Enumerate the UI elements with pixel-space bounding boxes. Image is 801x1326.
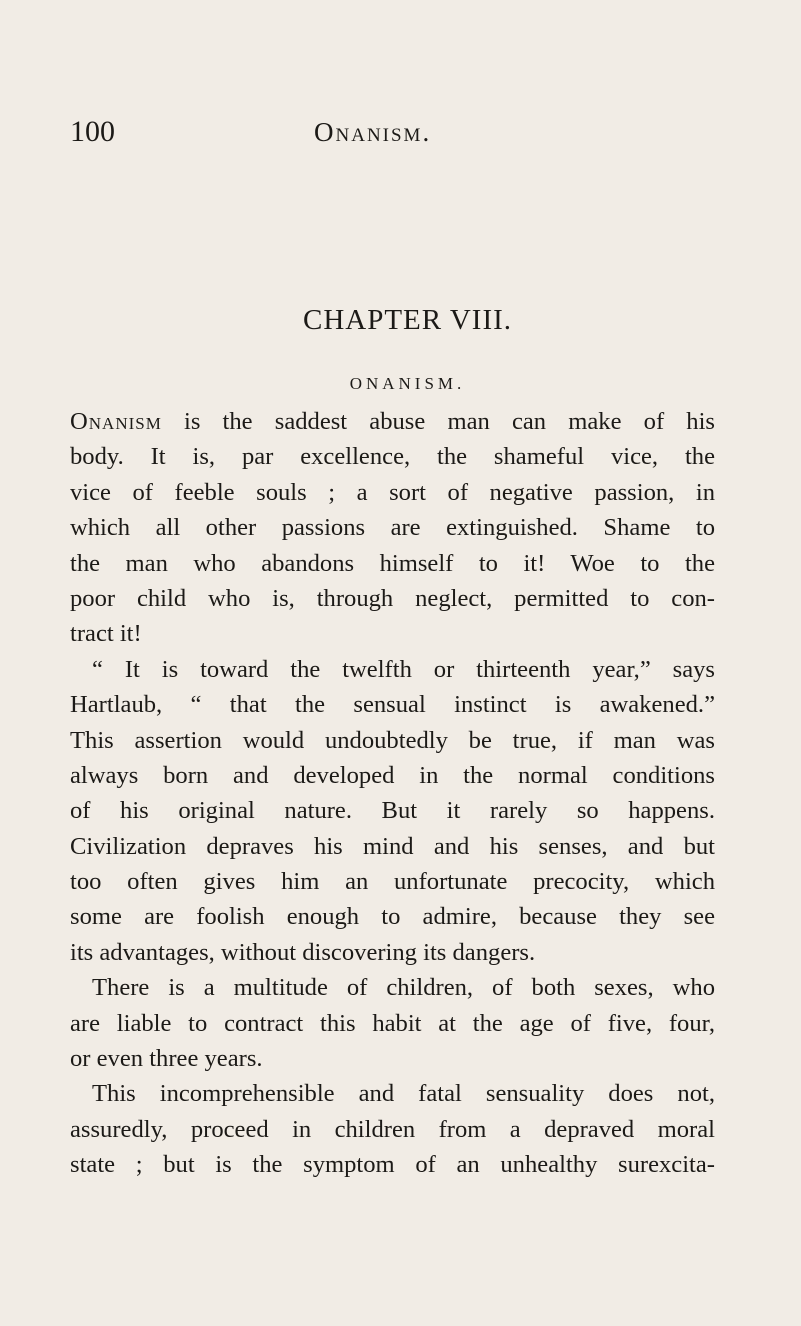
line-text: is the saddest abuse man can make of his xyxy=(161,408,715,435)
text-line: vice of feeble souls ; a sort of negative passion, in xyxy=(70,478,715,506)
text-line: of his original nature. But it rarely so happens. xyxy=(70,797,715,825)
text-line: “ It is toward the twelfth or thirteenth year,” says xyxy=(92,655,715,683)
text-line: always born and developed in the normal conditions xyxy=(70,761,715,789)
text-line: assuredly, proceed in children from a depraved moral xyxy=(70,1115,715,1143)
text-line: body. It is, par excellence, the shameful vice, the xyxy=(70,443,715,471)
body-text xyxy=(70,404,715,1183)
page-number: 100 xyxy=(70,115,115,148)
text-line: its advantages, without discovering its dangers. xyxy=(70,938,536,966)
text-line: some are foolish enough to admire, because they see xyxy=(70,903,715,931)
running-head xyxy=(70,112,730,152)
chapter-heading: CHAPTER VIII. xyxy=(302,304,513,336)
text-line xyxy=(70,404,715,439)
running-title: Onanism. xyxy=(314,117,432,147)
text-line: state ; but is the symptom of an unhealthy surexcita- xyxy=(70,1151,715,1179)
text-line: are liable to contract this habit at the age of five, four, xyxy=(70,1009,715,1037)
text-line: which all other passions are extinguished. Shame to xyxy=(70,514,715,542)
chapter-subtitle: ONANISM. xyxy=(349,374,466,393)
text-line: Hartlaub, “ that the sensual instinct is awakened.” xyxy=(70,691,715,719)
first-word: Onanism xyxy=(70,408,162,435)
text-line: too often gives him an unfortunate precocity, which xyxy=(70,868,715,896)
text-line: There is a multitude of children, of both sexes, who xyxy=(92,974,715,1002)
text-line: tract it! xyxy=(70,620,142,648)
text-line: the man who abandons himself to it! Woe to the xyxy=(70,549,715,577)
text-line: This incomprehensible and fatal sensuality does not, xyxy=(92,1080,715,1108)
text-line: This assertion would undoubtedly be true, if man was xyxy=(70,726,715,754)
text-line: Civilization depraves his mind and his senses, and but xyxy=(70,832,715,860)
text-line: poor child who is, through neglect, permitted to con- xyxy=(70,584,715,612)
text-line: or even three years. xyxy=(70,1045,263,1073)
